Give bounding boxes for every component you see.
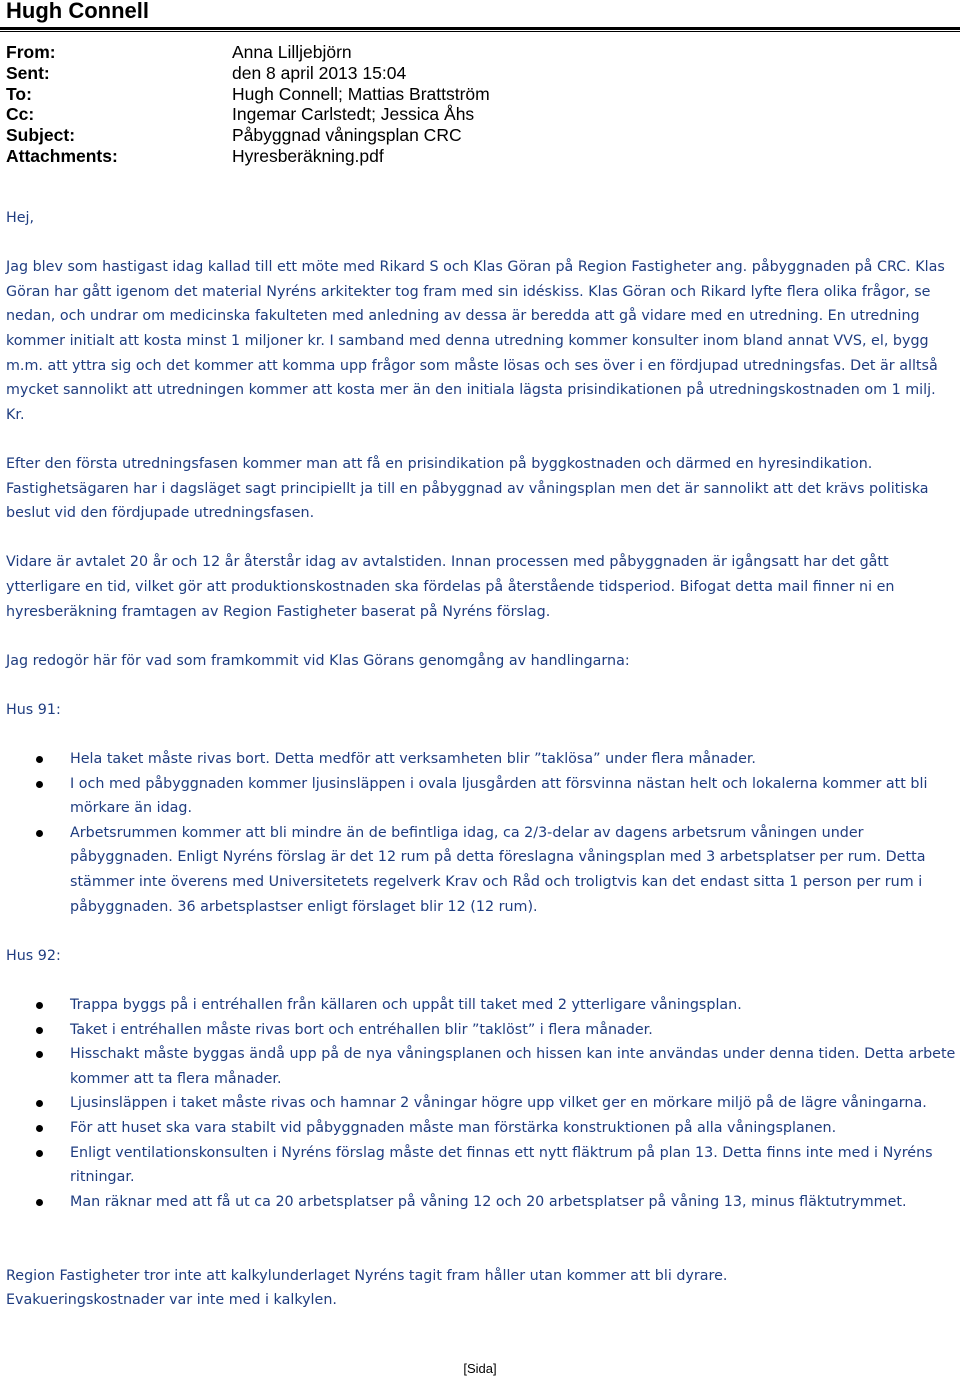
header-label: Cc:: [6, 104, 35, 125]
attachment-link[interactable]: Hyresberäkning.pdf: [232, 145, 384, 166]
header-to: [6, 84, 946, 105]
bullet-icon: [36, 1002, 43, 1009]
email-headers: [6, 42, 946, 167]
list-item: [6, 1190, 956, 1215]
greeting: Hej,: [6, 210, 35, 226]
bullet-icon: [36, 1027, 43, 1034]
email-body: [6, 206, 956, 1313]
hus92-label: Hus 92:: [6, 947, 61, 964]
list-item: [6, 1091, 956, 1116]
list-item: [6, 747, 956, 772]
list-item-text: Hela taket måste rivas bort. Detta medför att verksamheten blir ”taklösa” under flera månader.: [70, 751, 756, 768]
body-paragraph: Jag redogör här för vad som framkommit vid Klas Görans genomgång av handlingarna:: [6, 652, 630, 669]
bullet-icon: [36, 781, 43, 788]
list-item-text: Man räknar med att få ut ca 20 arbetsplatser på våning 12 och 20 arbetsplatser på våning 13, minus fläktutrymmet.: [70, 1193, 907, 1210]
list-item-text: Arbetsrummen kommer att bli mindre än de befintliga idag, ca 2/3-delar av dagens arbetsrum våningen under påbyggnaden. Enligt Nyréns förslag är det 12 rum på detta föreslagna våningsplan med 3 arbetsplatser per rum. Detta stämmer inte överens med Universitetets regelverk Krav och Råd och troligtvis kan det endast sitta 1 person per rum i påbyggnaden. 36 arbetsplastser enligt förslaget blir 12 (12 rum).: [70, 824, 926, 915]
document-title: Hugh Connell: [6, 0, 149, 23]
body-paragraph: Jag blev som hastigast idag kallad till ett möte med Rikard S och Klas Göran på Region Fastigheter ang. påbyggnaden på CRC. Klas Göran har gått igenom det material Nyréns arkitekter tog fram med sin idéskiss. Klas Göran och Rikard lyfte flera olika frågor, se nedan, och undrar om medicinska fakulteten med anledning av dessa är beredda att gå vidare med en utredning. En utredning kommer initialt att kosta minst 1 miljoner kr. I samband med denna utredning kommer konsulter inom bland annat VVS, el, bygg m.m. att yttra sig och det kommer att komma upp frågor som måste lösas och ses över i en fördjupad utredningsfas. Det är alltså mycket sannolikt att utredningen kommer att kosta mer än den initiala lägsta prisindikationen på utredningskostnaden om 1 milj. Kr.: [6, 259, 945, 423]
header-label: From:: [6, 42, 56, 62]
hus91-label: Hus 91:: [6, 701, 61, 718]
bullet-icon: [36, 830, 43, 837]
list-item-text: Taket i entréhallen måste rivas bort och entréhallen blir ”taklöst” i flera månader.: [70, 1021, 653, 1038]
page-footer: [Sida]: [463, 1361, 497, 1376]
list-item: [6, 772, 956, 821]
header-value: Hugh Connell; Mattias Brattström: [232, 83, 490, 104]
list-item: [6, 993, 956, 1018]
title-rule-thin: [0, 31, 960, 32]
closing-line: Evakueringskostnader var inte med i kalkylen.: [6, 1292, 337, 1309]
header-value: Påbyggnad våningsplan CRC: [232, 125, 462, 146]
list-item: [6, 1018, 956, 1043]
list-item-text: Trappa byggs på i entréhallen från källaren och uppåt till taket med 2 ytterligare våningsplan.: [70, 997, 742, 1013]
bullet-icon: [36, 1150, 43, 1157]
list-item-text: Hisschakt måste byggas ändå upp på de nya våningsplanen och hissen kan inte användas under denna tiden. Detta arbete kommer att ta flera månader.: [70, 1046, 956, 1087]
header-from: [6, 42, 946, 63]
list-item: [6, 1141, 956, 1190]
hus91-list: [6, 747, 956, 919]
list-item: [6, 1042, 956, 1091]
header-sent: [6, 63, 946, 84]
spacer: [6, 919, 956, 944]
header-value: den 8 april 2013 15:04: [232, 62, 407, 83]
list-item-text: Ljusinsläppen i taket måste rivas och hamnar 2 våningar högre upp vilket ger en mörkare miljö på de lägre våningarna.: [70, 1095, 927, 1112]
bullet-icon: [36, 1100, 43, 1107]
hus92-list: [6, 993, 956, 1214]
closing-line: Region Fastigheter tror inte att kalkylunderlaget Nyréns tagit fram håller utan kommer att bli dyrare.: [6, 1267, 728, 1284]
header-label: Attachments:: [6, 145, 118, 166]
header-subject: [6, 125, 946, 146]
header-label: Sent:: [6, 62, 50, 83]
list-item-text: I och med påbyggnaden kommer ljusinsläppen i ovala ljusgården att försvinna nästan helt och lokalerna kommer att bli mörkare än idag.: [70, 775, 928, 817]
list-item-text: Enligt ventilationskonsulten i Nyréns förslag måste det finnas ett nytt fläktrum på plan 13. Detta finns inte med i Nyréns ritningar.: [70, 1144, 933, 1186]
list-item: [6, 821, 956, 919]
bullet-icon: [36, 1051, 43, 1058]
header-value: Ingemar Carlstedt; Jessica Åhs: [232, 104, 475, 125]
header-value: Anna Lilljebjörn: [232, 42, 352, 62]
title-rule-thick: [0, 27, 960, 30]
bullet-icon: [36, 1199, 43, 1206]
bullet-icon: [36, 1125, 43, 1132]
list-item: [6, 1116, 956, 1141]
header-label: Subject:: [6, 125, 76, 146]
body-paragraph: Vidare är avtalet 20 år och 12 år återstår idag av avtalstiden. Innan processen med påbyggnaden är igångsatt har det gått ytterligare en tid, vilket gör att produktionskostnaden ska fördelas på återstående tidsperiod. Bifogat detta mail finner ni en hyresberäkning framtagen av Region Fastigheter baserat på Nyréns förslag.: [6, 554, 895, 620]
bullet-icon: [36, 756, 43, 763]
header-cc: [6, 104, 946, 125]
body-paragraph: Efter den första utredningsfasen kommer man att få en prisindikation på byggkostnaden och därmed en hyresindikation. Fastighetsägaren har i dagsläget sagt principiellt ja till en påbyggnad av våningsplan men det är sannolikt att det krävs politiska beslut vid den fördjupade utredningsfasen.: [6, 455, 929, 522]
header-attachments: [6, 146, 946, 167]
spacer: [6, 1239, 956, 1264]
spacer: [6, 1214, 956, 1239]
list-item-text: För att huset ska vara stabilt vid påbyggnaden måste man förstärka konstruktionen på alla våningsplanen.: [70, 1119, 837, 1136]
header-label: To:: [6, 83, 32, 104]
